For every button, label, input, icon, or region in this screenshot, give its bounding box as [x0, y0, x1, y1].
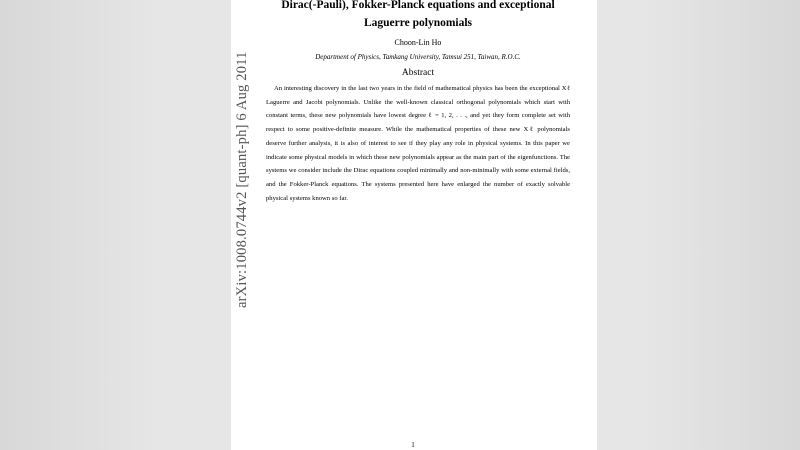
author-affiliation: Department of Physics, Tamkang University, Tamsui 251, Taiwan, R.O.C.: [315, 53, 521, 61]
abstract-heading: Abstract: [401, 68, 435, 78]
author-name: Choon-Lin Ho: [394, 38, 442, 47]
abstract-text: An interesting discovery in the last two years in the field of mathematical physics has been the exceptional Xℓ Laguerre and Jacobi polynomials. Unlike the well-known classical orthogonal polynomials which start with constant terms, these new polynomials have lowest degree ℓ = 1, 2, . . ., and yet they form complete set with respect to some positive-definite measure. While the mathematical properties of these new Xℓ polynomials deserve further analysis, it is also of interest to see if they play any role in physical systems. In this paper we indicate some physical models in which these new polynomials appear as the main part of the eigenfunctions. The systems we consider include the Dirac equations coupled minimally and non-minimally with some external fields, and the Fokker-Planck equations. The systems presented here have enlarged the number of exactly solvable physical systems known so far.: [266, 85, 570, 202]
arxiv-identifier: arXiv:1008.0744v2 [quant-ph] 6 Aug 2011: [234, 51, 250, 308]
page-number: 1: [411, 441, 415, 449]
paper-title: Dirac(-Pauli), Fokker-Planck equations and exceptional Laguerre polynomials: [281, 0, 555, 29]
